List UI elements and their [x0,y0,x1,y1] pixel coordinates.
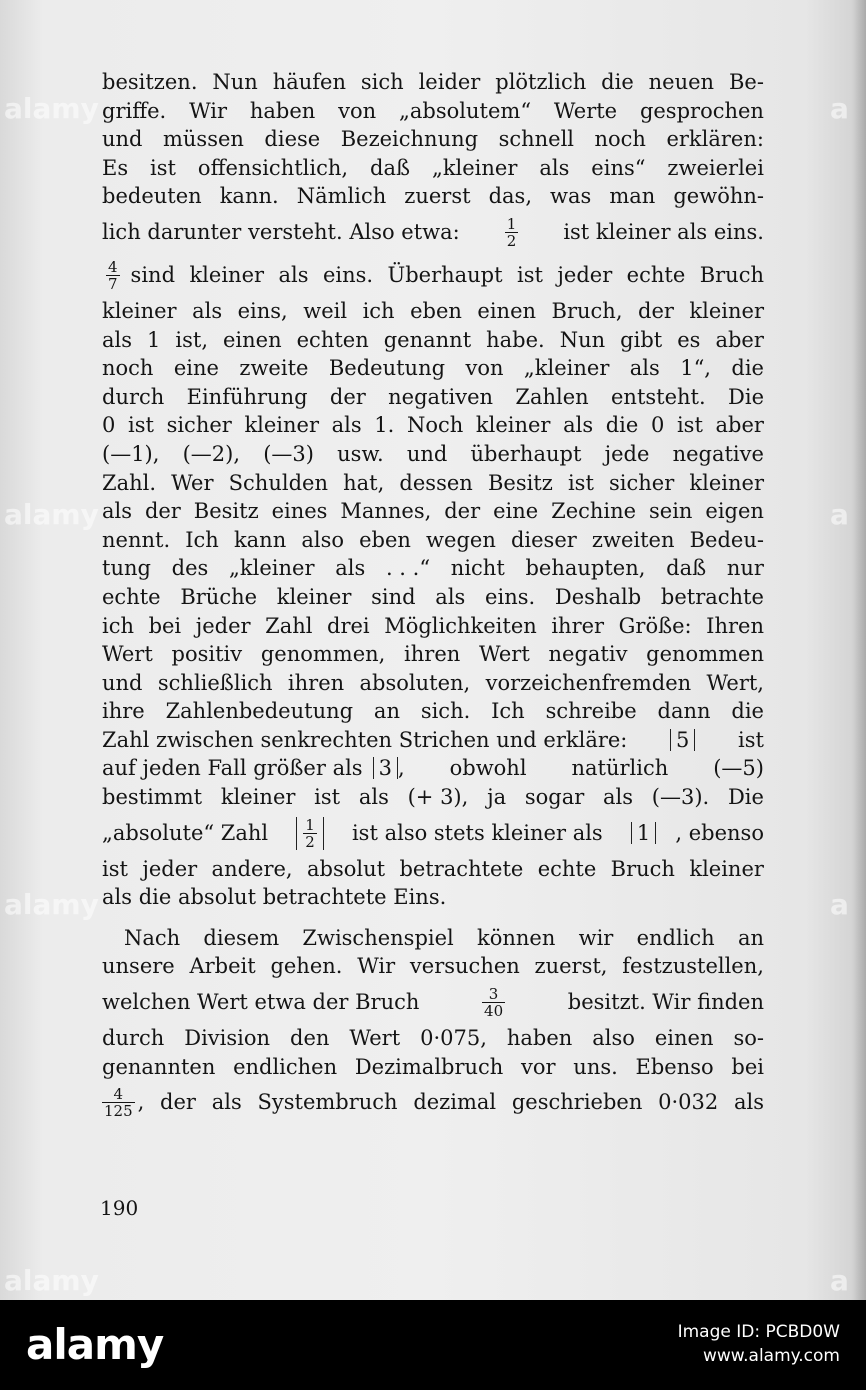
page-number: 190 [100,1196,139,1220]
word: zuerst, [534,954,608,979]
word: betrachte [660,584,764,609]
word: tung [102,556,151,581]
word: eigen [705,499,764,524]
word: gibt [620,327,663,352]
word: betrachtete [399,856,524,881]
watermark-left-top: alamy [4,92,99,125]
word: sogar [524,785,585,810]
word: Wer [171,470,214,495]
word: also [592,1026,635,1051]
word: der [329,384,366,409]
text-line-4 [102,154,764,183]
word: diesem [203,925,280,950]
word: müssen [162,127,244,152]
word: ist, [175,327,208,352]
word: absolut [306,856,386,881]
word: (—3). [651,785,710,810]
text-line-20 [102,640,764,669]
word: negativen [388,384,494,409]
word: Brüche [180,584,258,609]
word: (—1), [102,441,160,466]
word: (—2), [182,441,241,466]
paragraph-2-start [102,924,764,981]
word: leider [418,70,481,94]
word: . . .“ [385,556,431,581]
word: von [465,356,504,381]
word: vorzeichenfremden [485,670,692,695]
line-6-text-a: lich darunter versteht. Also etwa: [102,219,460,244]
paragraph-1-middle [102,297,764,726]
word: sich [360,70,404,94]
word: daß [666,556,707,581]
alamy-logo: alamy [26,1320,164,1369]
word: an [737,925,764,950]
word: als [629,356,660,381]
word: Einführung [186,384,308,409]
word: als [335,556,366,581]
word: Besitz [487,470,553,495]
word: Zahl [265,613,313,638]
word: ist [567,470,594,495]
word: kann [233,527,287,552]
line-23-text-a: Zahl zwischen senkrechten Strichen und erkläre: [102,727,628,752]
word: positiv [171,642,243,667]
text-line-16 [102,526,764,555]
absolute-value-one: 1 [631,822,656,844]
text-line-13 [102,440,764,469]
text-line-29 [102,924,764,953]
word: als [331,413,362,438]
word: aber [715,327,764,352]
word: als [539,155,570,180]
word: schließlich [157,670,273,695]
word: jeder [195,613,251,638]
word: Nun [212,70,258,94]
line-31-text-a: welchen Wert etwa der Bruch [102,990,420,1015]
word: als [192,298,223,323]
word: kleiner [475,413,551,438]
word: usw. [337,441,384,466]
word: durch [102,1026,165,1051]
word: habe. [486,327,545,352]
text-line-31 [102,981,764,1024]
word: haben [249,98,316,123]
word: Nun [559,327,606,352]
word: die [731,699,764,724]
word: 1“, [680,356,711,381]
text-line-15 [102,497,764,526]
word: Arbeit [189,954,256,979]
word: eins. [485,584,536,609]
line-6-text-b: ist kleiner als eins. [563,219,764,244]
word: das, [488,184,533,209]
word: eines [271,499,328,524]
word: gewöhn- [673,184,764,209]
word: griffe. [102,98,167,123]
text-line-12 [102,411,764,440]
word: bestimmt [102,785,203,810]
line-24-text-b: , obwohl natürlich (—5) [397,756,764,781]
stock-footer-bar [0,1300,866,1390]
word: Division [184,1026,271,1051]
word: Bruch [610,856,675,881]
line-31-text-b: besitzt. Wir finden [567,990,764,1015]
word: Wert, [706,670,764,695]
word: man [609,184,656,209]
word: den [290,1026,330,1051]
word: Ihren [706,613,764,638]
word: erklären: [666,127,764,152]
word: Besitz [193,499,259,524]
word: bei [148,613,182,638]
word: nennt. [102,527,171,552]
word: genommen, [260,642,386,667]
word: dessen [399,470,473,495]
text-line-33 [102,1053,764,1082]
word: kleiner [244,413,320,438]
word: „kleiner [229,556,315,581]
word: Größe: [618,613,692,638]
word: ihren [404,642,461,667]
word: Nämlich [296,184,387,209]
text-line-10 [102,354,764,383]
word: schnell [498,127,575,152]
watermark-left-bottom: alamy [4,1264,99,1297]
word: 1 [147,327,161,352]
text-line-8 [102,297,764,326]
word: festzustellen, [622,954,764,979]
word: 0 [102,413,116,438]
word: vor [521,1054,556,1079]
word: ist [676,413,703,438]
text-line-7 [102,254,764,297]
text-line-6 [102,211,764,254]
word: Möglichkeiten [384,613,537,638]
word: ich [362,298,395,323]
word: kleiner [689,470,764,495]
line-28-text: als die absolut betrachtete Eins. [102,885,447,910]
word: einen [223,327,282,352]
word: Zahlenbedeutung [165,699,354,724]
paragraph-2-middle [102,1024,764,1081]
word: jeder [142,856,198,881]
word: dieser [510,527,577,552]
watermark-right-low: a [830,888,849,921]
word: als [435,584,466,609]
word: „kleiner [523,356,610,381]
word: Wert [102,642,153,667]
word: von [338,98,377,123]
word: so- [733,1026,764,1051]
word: ist [150,155,176,180]
text-line-21 [102,669,764,698]
word: kleiner [276,584,352,609]
word: diese [264,127,321,152]
absolute-value-five: 5 [670,729,695,751]
line-26-text-c: , ebenso [675,820,764,845]
word: weil [303,298,348,323]
line-23-text-b: ist [738,727,764,752]
word: echte [537,856,597,881]
text-line-5 [102,182,764,211]
text-line-9 [102,326,764,355]
word: und [406,441,448,466]
word: Zechine [551,499,637,524]
word: Wert [349,1026,401,1051]
word: an [373,699,400,724]
word: bedeuten [102,184,202,209]
text-line-3 [102,125,764,154]
word: daß [370,155,410,180]
word: überhaupt [470,441,582,466]
word: sich. [420,699,471,724]
line-24-text-a: auf jeden Fall größer als [102,756,363,781]
word: zweite [239,356,309,381]
word: Nach [124,925,181,950]
word: schreibe [545,699,637,724]
word: Die [727,785,764,810]
word: kleiner [102,298,177,323]
word: Bedeutung [328,356,446,381]
text-line-1 [102,68,764,97]
word: (+ 3), [407,785,469,810]
word: endlich [636,925,715,950]
word: genommen [646,642,764,667]
word: andere, [211,856,293,881]
word: ihrer [551,613,605,638]
word: zweierlei [667,155,764,180]
word: ist [128,413,154,438]
word: Mannes, [340,499,432,524]
word: absoluten, [359,670,471,695]
paragraph-1-end [102,855,764,884]
watermark-left-mid: alamy [4,498,99,531]
word: des [171,556,209,581]
word: Bedeu- [689,527,764,552]
word: Bezeichnung [340,127,479,152]
text-line-26 [102,812,764,855]
word: als [358,785,389,810]
word: also [301,527,344,552]
word: zweiten [591,527,675,552]
word: was [550,184,592,209]
line-7-text: sind kleiner als eins. Überhaupt ist jeder echte Bruch [130,262,764,287]
word: haben [506,1026,573,1051]
word: ja [487,785,507,810]
word: eine [173,356,219,381]
word: ist [102,856,128,881]
line-34-text: , der als Systembruch dezimal geschrieben 0·032 als [137,1090,764,1115]
word: Dezimalbruch [354,1054,504,1079]
word: zuerst [404,184,471,209]
text-line-34 [102,1081,764,1124]
word: aber [715,413,764,438]
text-line-25 [102,783,764,812]
word: gehen. [270,954,343,979]
word: die [731,356,764,381]
word: sicher [609,470,675,495]
word: sein [649,499,693,524]
word: behaupten, [525,556,646,581]
text-line-17 [102,554,764,583]
word: eine [493,499,539,524]
word: entsteht. [611,384,706,409]
word: die [601,70,634,94]
fraction-three-fortieths: $\frac{3}{40}$ [484,985,504,1021]
word: und [102,670,143,695]
word: Zahl. [102,470,157,495]
word: eben [410,298,462,323]
word: Zwischenspiel [302,925,454,950]
site-url: www.alamy.com [702,1346,840,1366]
word: Zahlen [515,384,589,409]
page-edge-shadow [852,0,866,1300]
word: durch [102,384,165,409]
word: uns. [573,1054,618,1079]
word: als [563,413,594,438]
word: Schulden [228,470,328,495]
word: noch [102,356,154,381]
word: Werte [553,98,618,123]
watermark-right-top: a [830,92,849,125]
watermark-left-low: alamy [4,888,99,921]
word: 0 [650,413,665,438]
text-line-28 [102,883,764,912]
word: kleiner [689,298,764,323]
body-text [102,68,764,1124]
absolute-value-three: 3 [373,757,398,779]
text-line-2 [102,97,764,126]
paragraph-1-start [102,68,764,211]
line-26-text-a: „absolute“ Zahl [102,820,269,845]
word: negative [672,441,764,466]
word: versuchen [409,954,520,979]
absolute-value-one-half: $\frac{1}{2}$ [296,817,324,850]
word: Ich [491,699,525,724]
word: ihren [287,670,345,695]
word: Ebenso [635,1054,714,1079]
text-line-24 [102,754,764,783]
word: sind [371,584,416,609]
word: drei [327,613,370,638]
word: der [638,298,674,323]
image-id: Image ID: PCBD0W [677,1322,840,1342]
word: Ich [185,527,219,552]
word: unsere [102,954,175,979]
word: negativ [548,642,628,667]
word: als [603,785,634,810]
word: die [605,413,639,438]
word: „absolutem“ [399,98,532,123]
text-line-27 [102,855,764,884]
word: eben [359,527,411,552]
fraction-four-sevenths: $\frac{4}{7}$ [108,257,118,293]
word: Wir [357,954,396,979]
word: (—3) [263,441,314,466]
text-line-14 [102,469,764,498]
word: Es [102,155,129,180]
word: sicher [166,413,232,438]
word: besitzen. [102,70,198,94]
word: eins“ [591,155,646,180]
image-id-block [678,1320,840,1368]
word: Bruch, [551,298,623,323]
word: endlichen [233,1054,338,1079]
word: bei [731,1054,764,1079]
word: genannten [102,1054,216,1079]
word: Deshalb [554,584,642,609]
text-line-19 [102,612,764,641]
word: kann. [219,184,279,209]
word: der [144,499,181,524]
line-26-text-b: ist also stets kleiner als [351,820,603,845]
word: jede [604,441,650,466]
word: wir [578,925,614,950]
word: neuen [648,70,715,94]
text-line-23 [102,726,764,755]
word: wegen [426,527,496,552]
word: gesprochen [639,98,764,123]
word: offensichtlich, [197,155,349,180]
word: nur [726,556,764,581]
word: als [102,327,133,352]
word: genannt [383,327,472,352]
word: Wir [189,98,228,123]
word: plötzlich [495,70,587,94]
word: häufen [272,70,347,94]
word: es [677,327,701,352]
word: eins, [237,298,288,323]
word: 0·075, [420,1026,487,1051]
word: Wert [479,642,530,667]
fraction-one-half: $\frac{1}{2}$ [506,214,517,250]
word: kleiner [689,856,764,881]
watermark-right-bottom: a [830,1264,849,1297]
word: ihre [102,699,145,724]
watermark-right-mid: a [830,498,849,531]
word: als [102,499,133,524]
fraction-four-over-125: $\frac{4}{125}$ [104,1085,133,1121]
word: „kleiner [431,155,518,180]
word: dann [657,699,711,724]
text-line-18 [102,583,764,612]
word: einen [654,1026,714,1051]
text-line-11 [102,383,764,412]
word: können [477,925,556,950]
word: der [444,499,481,524]
text-line-32 [102,1024,764,1053]
word: echte [102,584,161,609]
word: 1. [374,413,395,438]
word: nicht [450,556,505,581]
word: Die [728,384,764,409]
text-line-22 [102,697,764,726]
word: ist [314,785,341,810]
word: einen [477,298,537,323]
word: Be- [728,70,764,94]
word: echten [296,327,369,352]
word: hat, [343,470,385,495]
text-line-30 [102,952,764,981]
word: und [102,127,143,152]
word: kleiner [220,785,296,810]
word: noch [594,127,646,152]
word: ich [102,613,135,638]
word: Noch [406,413,464,438]
